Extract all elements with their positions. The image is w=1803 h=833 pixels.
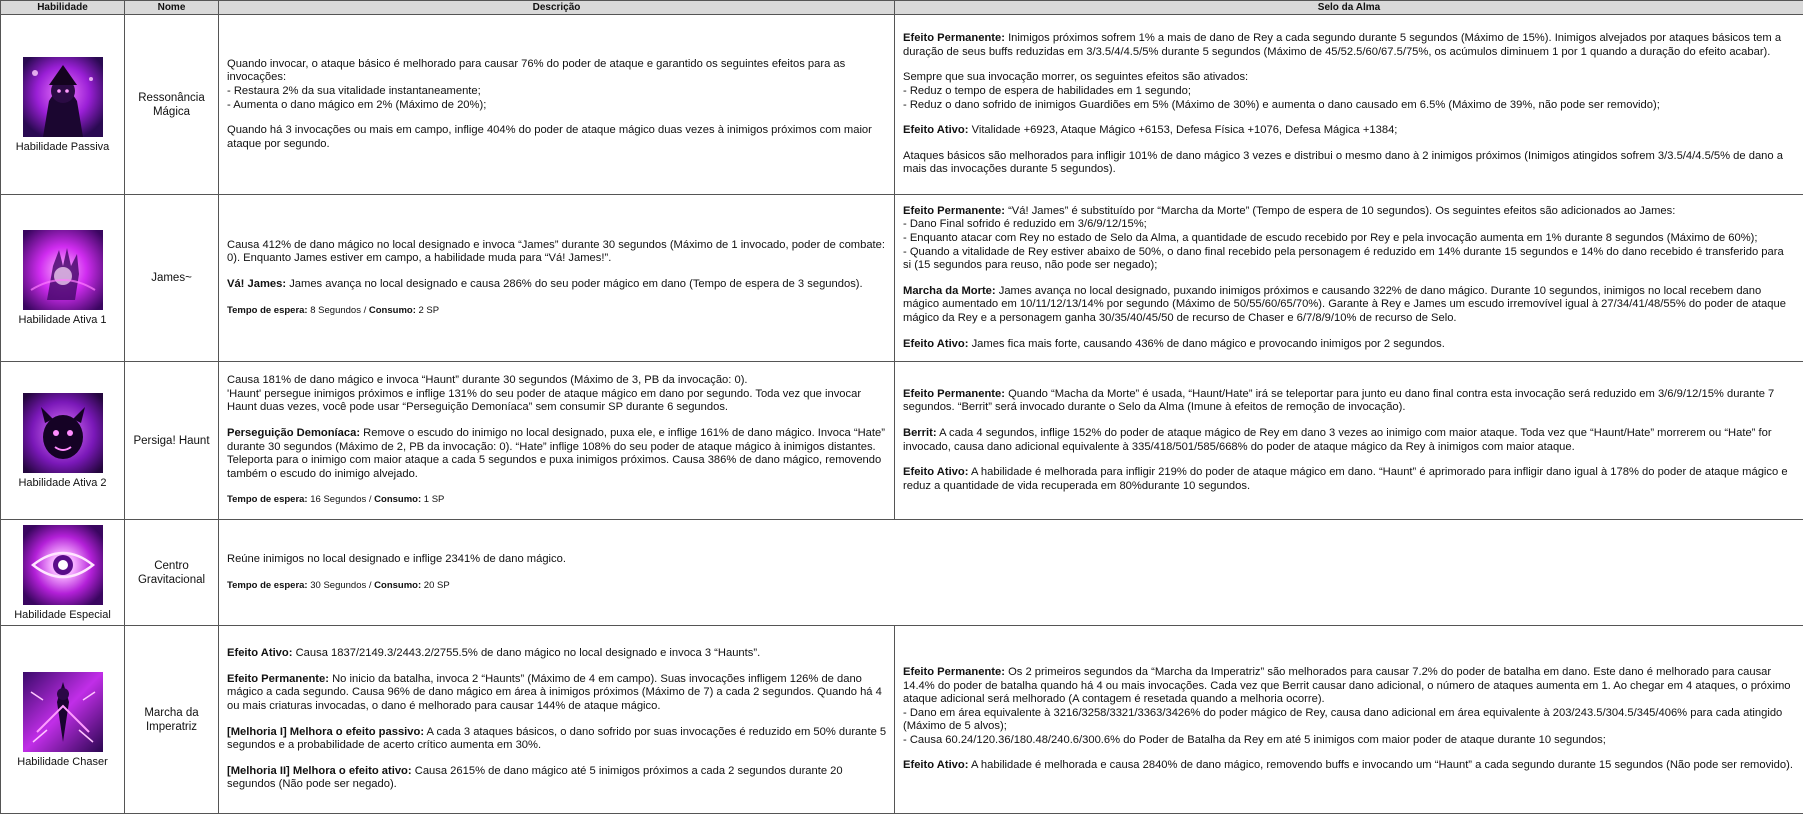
effect-label: Berrit: — [903, 426, 937, 439]
cooldown-value: 30 Segundos / — [307, 579, 375, 591]
gravity-eye-icon — [23, 525, 103, 605]
effect-label: Efeito Ativo: — [903, 337, 969, 350]
desc-text: Causa 412% de dano mágico no local designado e invoca “James” durante 30 segundos (Máximo de 1 invocado, poder de combate: 0). Enquanto James estiver em campo, a habilidade muda para “Vá! James!”. — [227, 238, 885, 265]
cooldown-value: 8 Segundos / — [307, 304, 369, 316]
desc-text: 'Haunt' persegue inimigos próximos e inflige 131% do seu poder de ataque mágico em dano por segundo. Toda vez que invocar Haunt duas vezes, você pode usar “Perseguição Demoníaca” sem consumir SP durante 6 segundos. — [227, 387, 862, 414]
skill-type-cell — [1, 195, 125, 362]
desc-label: [Melhoria II] Melhora o efeito ativo: — [227, 764, 412, 777]
skill-type-cell — [1, 362, 125, 520]
desc-text: Causa 1837/2149.3/2443.2/2755.5% de dano mágico no local designado e invoca 3 “Haunts”. — [292, 647, 761, 660]
skill-description — [219, 15, 895, 195]
cooldown-label: Tempo de espera: — [227, 579, 308, 591]
effect-text: - Reduz o dano sofrido de inimigos Guardiões em 5% (Máximo de 30%) e aumenta o dano causado em 6.5% (Máximo de 39%, não pode ser removido); — [903, 98, 1660, 111]
cooldown-cost — [227, 304, 888, 318]
desc-text: - Aumenta o dano mágico em 2% (Máximo de 20%); — [227, 98, 487, 111]
soul-seal-cell — [895, 362, 1803, 520]
cooldown-label: Tempo de espera: — [227, 304, 308, 316]
table-row — [1, 626, 1803, 814]
table-row — [1, 520, 1803, 626]
skill-name: James~ — [125, 195, 219, 362]
skill-name: Centro Gravitacional — [125, 520, 219, 626]
effect-label: Marcha da Morte: — [903, 284, 996, 297]
cost-value: 20 SP — [421, 579, 450, 591]
desc-label: Efeito Permanente: — [227, 672, 329, 685]
cooldown-cost — [227, 579, 1797, 593]
desc-text: Remove o escudo do inimigo no local designado, puxa ele, e inflige 161% de dano mágico. Invoca “Hate” durante 30 segundos (Máximo de 2, PB da invocação: 0). “Hate” inflige 108% do seu poder de ataque mágico à inimigos distantes. Teleporta para o inimigo com maior ataque a cada 5 segundos e puxa inimigos próximos. Causa 386% de dano mágico, removendo também o escudo do inimigo alvejado. — [227, 426, 885, 480]
effect-text: James avança no local designado, puxando inimigos próximos e causando 322% de dano mágico. Durante 10 segundos, inimigos no local recebem dano mágico aumentado em 10/11/12/13/14% por segundo (Máximo de 50/55/60/65/70%). Garante à Rey e James um escudo irremovível igual à 27/34/41/48/55% do poder de ataque mágico da Rey e a personagem ganha 30/35/40/45/50 de recurso de Chaser e 6/7/8/9/10% de recurso de Selo. — [903, 284, 1786, 324]
skill-name: Marcha da Imperatriz — [125, 626, 219, 814]
soul-seal-cell — [895, 626, 1803, 814]
cost-label: Consumo: — [374, 579, 422, 591]
soul-seal-cell — [895, 15, 1803, 195]
desc-label: Efeito Ativo: — [227, 647, 293, 660]
table-row — [1, 362, 1803, 520]
effect-text: Ataques básicos são melhorados para infligir 101% de dano mágico 3 vezes e distribui o mesmo dano à 2 inimigos próximos (Inimigos atingidos sofrem 3/3.5/4/4.5/5% de dano a mais das invocações durante 5 segundos). — [903, 149, 1783, 176]
skill-name: Ressonância Mágica — [125, 15, 219, 195]
desc-text: Quando invocar, o ataque básico é melhorado para causar 76% do poder de ataque e garantido os seguintes efeitos para as invocações: — [227, 57, 846, 84]
table-row — [1, 195, 1803, 362]
effect-text: Inimigos próximos sofrem 1% a mais de dano de Rey a cada segundo durante 5 segundos (Máximo de 15%). Inimigos alvejados por ataques básicos tem a duração de seus buffs reduzidas em 3/3.5/4/4.5/5% durante 5 segundos (Máximo de 45/52.5/60/67.5/75%, os acúmulos diminuem 1 por 1 quando a duração do efeito acabar). — [903, 32, 1782, 58]
skill-name: Persiga! Haunt — [125, 362, 219, 520]
cooldown-value: 16 Segundos / — [307, 494, 375, 506]
skill-type-label: Habilidade Ativa 1 — [18, 314, 107, 326]
desc-text: No inicio da batalha, invoca 2 “Haunts” (Máximo de 4 em campo). Suas invocações infligem 126% de dano mágico a cada segundo. Causa 96% de dano mágico em área à inimigos próximos (Máximo de 7) a cada 2 segundos. Quando há 4 ou mais criaturas invocadas, o dano é melhorado para causar 144% de ataque mágico. — [227, 672, 882, 712]
header-habilidade: Habilidade — [1, 1, 125, 15]
effect-text: A cada 4 segundos, inflige 152% do poder de ataque mágico de Rey em dano 3 vezes ao inimigo com maior ataque. Toda vez que “Haunt/Hate” morrerem ou “Hate” for invocado, causa dano adicional equivalente à 335/418/501/585/668% do poder de ataque mágico da Rey à inimigos com maior ataque. — [903, 426, 1772, 453]
soul-seal-cell — [895, 195, 1803, 362]
effect-text: - Enquanto atacar com Rey no estado de Selo da Alma, a quantidade de escudo recebido por Rey e pela invocação aumenta em 1% durante 8 segundos (Máximo de 60%); — [903, 232, 1758, 245]
skill-type-label: Habilidade Especial — [14, 608, 111, 621]
empress-chaser-icon — [23, 672, 103, 752]
effect-text: A habilidade é melhorada para infligir 219% do poder de ataque mágico em dano. “Haunt” é aprimorado para infligir dano igual à 178% do poder de ataque mágico e reduz a quantidade de vida recuperada em 80%durante 10 segundos. — [903, 466, 1788, 492]
effect-label: Efeito Permanente: — [903, 204, 1005, 217]
effect-label: Efeito Ativo: — [903, 466, 969, 479]
effect-text: James fica mais forte, causando 436% de dano mágico e provocando inimigos por 2 segundos. — [968, 337, 1445, 350]
skill-type-label: Habilidade Chaser — [17, 755, 108, 768]
cooldown-cost — [227, 493, 888, 507]
header-nome: Nome — [125, 1, 219, 15]
desc-label: [Melhoria I] Melhora o efeito passivo: — [227, 725, 425, 738]
effect-label: Efeito Ativo: — [903, 759, 969, 772]
header-descricao: Descrição — [219, 1, 895, 15]
header-selo: Selo da Alma — [895, 1, 1803, 15]
cost-value: 2 SP — [415, 304, 440, 316]
desc-text: A cada 3 ataques básicos, o dano sofrido por suas invocações é reduzido em 50% durante 5 segundos e a probabilidade de acerto crítico aumenta em 30%. — [227, 725, 887, 752]
effect-text: Os 2 primeiros segundos da “Marcha da Imperatriz” são melhorados para causar 7.2% do poder de batalha em dano. Este dano é melhorado para causar 14.4% do poder de batalha quando há 4 ou mais invocações. Cada vez que Berrit causar dano adicional, o número de ataques aumenta em 1. Ao chegar em 4 ataques, o próximo ataque adicional será melhorado (A contagem é resetada quando a melhoria ocorre). — [903, 665, 1791, 706]
effect-text: Vitalidade +6923, Ataque Mágico +6153, Defesa Física +1076, Defesa Mágica +1384; — [968, 124, 1398, 137]
effect-label: Efeito Permanente: — [903, 387, 1005, 400]
effect-text: Quando “Macha da Morte” é usada, “Haunt/Hate” irá se teleportar para junto eu dano final contra esta invocação será reduzido em 3/6/9/12/15% durante 7 segundos. “Berrit” será invocado durante o Selo da Alma (Imune à efeitos de remoção de invocação). — [903, 387, 1775, 414]
skill-description — [219, 626, 895, 814]
desc-label: Perseguição Demoníaca: — [227, 426, 361, 439]
skill-description — [219, 195, 895, 362]
shadow-creature-icon — [23, 393, 103, 473]
skill-type-label: Habilidade Passiva — [15, 140, 110, 153]
effect-label: Efeito Ativo: — [903, 124, 969, 137]
effect-text: - Reduz o tempo de espera de habilidades em 1 segundo; — [903, 84, 1191, 97]
magic-hand-icon — [23, 230, 103, 310]
effect-text: - Quando a vitalidade de Rey estiver abaixo de 50%, o dano final recebido pela personagem é reduzido em 14% durante 15 segundos e 14% do dano recebido é transferido para si (15 segundos para reuso, não pode ser negado); — [903, 245, 1784, 272]
effect-text: - Dano em área equivalente à 3216/3258/3321/3363/3426% do poder mágico de Rey, causa dano adicional em área equivalente à 203/243.5/304.5/345/406% para cada atingido (Máximo de 5 alvos); — [903, 706, 1783, 733]
skill-description — [219, 362, 895, 520]
effect-text: - Causa 60.24/120.36/180.48/240.6/300.6% do Poder de Batalha da Rey em até 5 inimigos com maior poder de ataque durante 10 segundos; — [903, 733, 1606, 746]
cost-label: Consumo: — [374, 494, 422, 506]
cooldown-label: Tempo de espera: — [227, 494, 308, 506]
effect-label: Efeito Permanente: — [903, 665, 1005, 678]
cost-value: 1 SP — [421, 494, 445, 506]
header-row — [1, 1, 1803, 15]
desc-label: Vá! James: — [227, 278, 287, 290]
skill-type-cell — [1, 15, 125, 195]
effect-text: Sempre que sua invocação morrer, os seguintes efeitos são ativados: — [903, 71, 1249, 84]
desc-text: James avança no local designado e causa 286% do seu poder mágico em dano (Tempo de espera de 3 segundos). — [286, 278, 863, 290]
desc-text: Causa 181% de dano mágico e invoca “Haunt” durante 30 segundos (Máximo de 3, PB da invocação: 0). — [227, 374, 748, 387]
effect-text: - Dano Final sofrido é reduzido em 3/6/9/12/15%; — [903, 218, 1147, 231]
skill-type-cell — [1, 626, 125, 814]
purple-witch-portrait-icon — [23, 57, 103, 137]
desc-text: Causa 2615% de dano mágico até 5 inimigos próximos a cada 2 segundos durante 20 segundos (Não pode ser negado). — [227, 764, 843, 791]
desc-text: - Restaura 2% da sua vitalidade instantaneamente; — [227, 84, 481, 97]
table-row — [1, 15, 1803, 195]
skill-description — [219, 520, 1803, 626]
cost-label: Consumo: — [368, 304, 416, 316]
effect-text: A habilidade é melhorada e causa 2840% de dano mágico, removendo buffs e invocando um “Haunt” a cada segundo durante 15 segundos (Não pode ser removido). — [968, 759, 1793, 772]
desc-text: Quando há 3 invocações ou mais em campo, inflige 404% do poder de ataque mágico duas vezes à inimigos próximos com maior ataque por segundo. — [227, 124, 872, 150]
skill-type-cell — [1, 520, 125, 626]
skill-type-label: Habilidade Ativa 2 — [18, 476, 107, 489]
effect-text: “Vá! James” é substituído por “Marcha da Morte” (Tempo de espera de 10 segundos). Os seguintes efeitos são adicionados ao James: — [1004, 204, 1676, 217]
desc-text: Reúne inimigos no local designado e inflige 2341% de dano mágico. — [227, 552, 566, 565]
effect-label: Efeito Permanente: — [903, 32, 1005, 45]
